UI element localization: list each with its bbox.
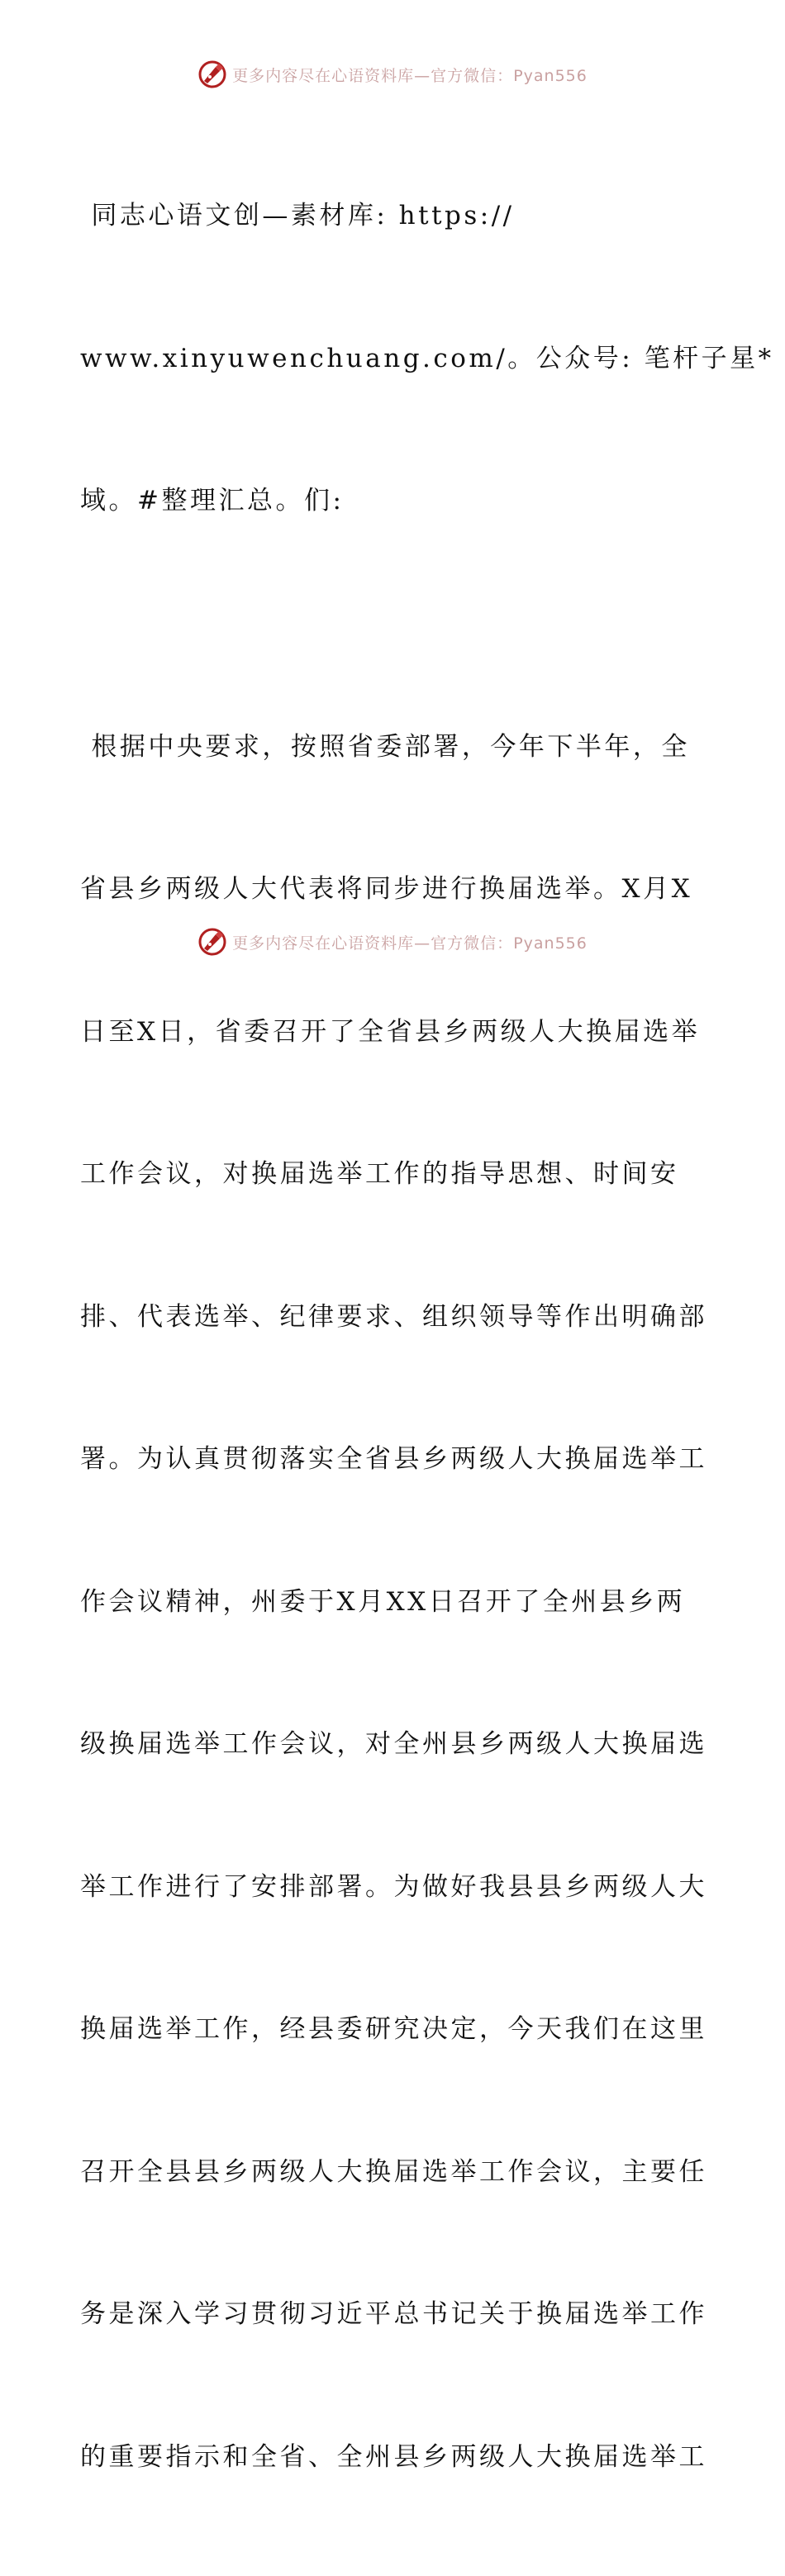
text-line: 的重要指示和全省、全州县乡两级人大换届选举工 — [80, 2434, 702, 2482]
header-watermark-banner — [0, 58, 785, 91]
text-line: 日至X日，省委召开了全省县乡两级人大换届选举 — [80, 1009, 702, 1057]
text-line: 省县乡两级人大代表将同步进行换届选举。X月X — [80, 866, 702, 914]
text-line: 务是深入学习贯彻习近平总书记关于换届选举工作 — [80, 2291, 702, 2339]
watermark-text: 更多内容尽在心语资料库—官方微信：Pyan556 — [232, 931, 588, 953]
text-line: 排、代表选举、纪律要求、组织领导等作出明确部 — [80, 1294, 702, 1342]
text-line: 召开全县县乡两级人大换届选举工作会议，主要任 — [80, 2149, 702, 2197]
text-line: 署。为认真贯彻落实全省县乡两级人大换届选举工 — [80, 1436, 702, 1484]
pen-nib-circle-icon — [197, 59, 227, 89]
text-line: 根据中央要求，按照省委部署，今年下半年，全 — [80, 724, 702, 772]
footer-watermark-banner — [0, 925, 785, 958]
intro-paragraph — [80, 97, 702, 620]
text-line: 换届选举工作，经县委研究决定，今天我们在这里 — [80, 2006, 702, 2054]
text-line: 同志心语文创—素材库: https:// — [80, 192, 702, 240]
document-body — [80, 97, 702, 2576]
text-line: 级换届选举工作会议，对全州县乡两级人大换届选 — [80, 1721, 702, 1769]
text-line: 工作会议，对换届选举工作的指导思想、时间安 — [80, 1151, 702, 1199]
body-paragraph — [80, 629, 702, 2576]
text-line: 作会议精神，州委于X月XX日召开了全州县乡两 — [80, 1579, 702, 1627]
text-line: www.xinyuwenchuang.com/。公众号: 笔杆子星* — [80, 335, 702, 383]
watermark-text: 更多内容尽在心语资料库—官方微信：Pyan556 — [232, 64, 588, 86]
pen-nib-circle-icon — [197, 927, 227, 957]
text-line: 举工作进行了安排部署。为做好我县县乡两级人大 — [80, 1864, 702, 1912]
text-line: 域。#整理汇总。们: — [80, 478, 702, 525]
